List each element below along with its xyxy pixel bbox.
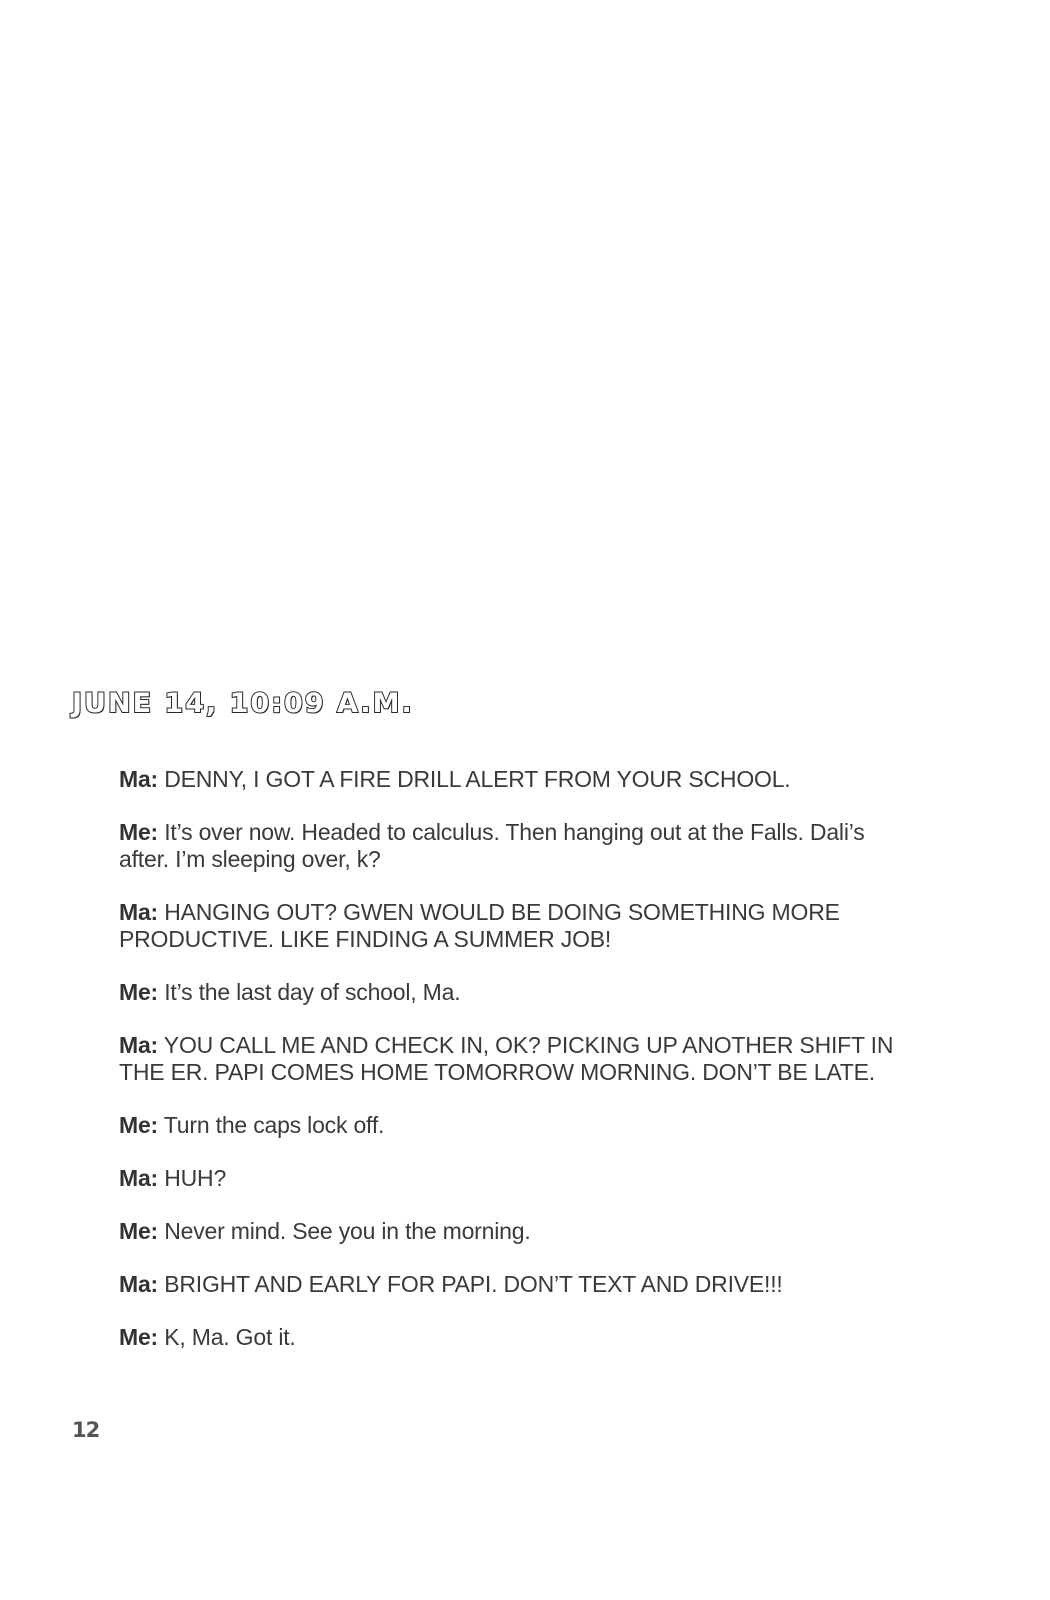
speaker-label: Me: xyxy=(119,979,159,1005)
speaker-label: Me: xyxy=(119,1324,159,1350)
dialogue-line xyxy=(119,1218,919,1245)
speaker-label: Me: xyxy=(119,1112,159,1138)
line-text: HANGING OUT? GWEN WOULD BE DOING SOMETHING MORE PRODUCTIVE. LIKE FINDING A SUMMER JOB! xyxy=(119,899,840,952)
speaker-label: Me: xyxy=(119,1218,159,1244)
dialogue-line xyxy=(119,766,919,793)
section-heading: JUNE 14, 10:09 A.M. xyxy=(72,688,414,719)
dialogue-line xyxy=(119,1112,919,1139)
dialogue-line xyxy=(119,1032,919,1086)
speaker-label: Ma: xyxy=(119,1271,159,1297)
speaker-label: Ma: xyxy=(119,899,159,925)
page-number: 12 xyxy=(72,1418,100,1442)
dialogue-line xyxy=(119,1271,919,1298)
dialogue-line xyxy=(119,979,919,1006)
dialogue xyxy=(119,766,919,1377)
line-text: K, Ma. Got it. xyxy=(164,1324,296,1350)
line-text: DENNY, I GOT A FIRE DRILL ALERT FROM YOUR SCHOOL. xyxy=(164,766,791,792)
line-text: BRIGHT AND EARLY FOR PAPI. DON’T TEXT AND DRIVE!!! xyxy=(164,1271,783,1297)
line-text: Never mind. See you in the morning. xyxy=(164,1218,531,1244)
line-text: It’s over now. Headed to calculus. Then hanging out at the Falls. Dali’s after. I’m sleeping over, k? xyxy=(119,819,865,872)
speaker-label: Me: xyxy=(119,819,159,845)
dialogue-line xyxy=(119,1324,919,1351)
dialogue-line xyxy=(119,899,919,953)
line-text: HUH? xyxy=(164,1165,227,1191)
line-text: Turn the caps lock off. xyxy=(163,1112,385,1138)
line-text: It’s the last day of school, Ma. xyxy=(164,979,461,1005)
speaker-label: Ma: xyxy=(119,766,159,792)
dialogue-line xyxy=(119,819,919,873)
speaker-label: Ma: xyxy=(119,1165,159,1191)
line-text: YOU CALL ME AND CHECK IN, OK? PICKING UP ANOTHER SHIFT IN THE ER. PAPI COMES HOME TOMORROW MORNING. DON’T BE LATE. xyxy=(119,1032,894,1085)
dialogue-line xyxy=(119,1165,919,1192)
speaker-label: Ma: xyxy=(119,1032,159,1058)
